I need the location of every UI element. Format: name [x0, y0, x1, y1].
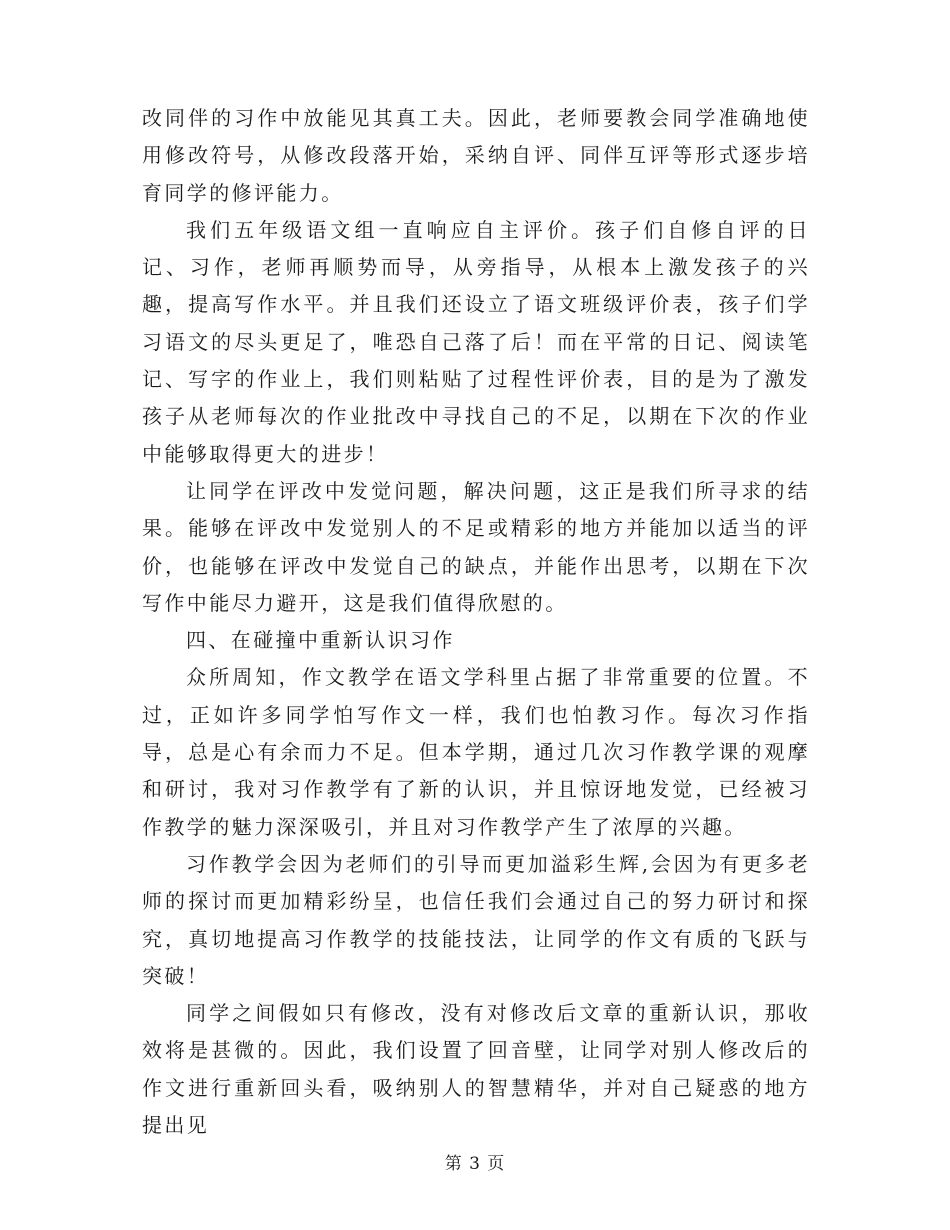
paragraph-3: 让同学在评改中发觉问题，解决问题，这正是我们所寻求的结果。能够在评改中发觉别人的不足或精彩的地方并能加以适当的评价，也能够在评改中发觉自己的缺点，并能作出思考，以期在下次写作中能尽力避开，这是我们值得欣慰的。 — [142, 478, 810, 615]
paragraph-6: 习作教学会因为老师们的引导而更加溢彩生辉,会因为有更多老师的探讨而更加精彩纷呈，也信任我们会通过自己的努力研讨和探究，真切地提高习作教学的技能技法，让同学的作文有质的飞跃与突破！ — [142, 851, 810, 988]
paragraph-7: 同学之间假如只有修改，没有对修改后文章的重新认识，那收效将是甚微的。因此，我们设置了回音壁，让同学对别人修改后的作文进行重新回头看，吸纳别人的智慧精华，并对自己疑惑的地方提出见 — [142, 1001, 810, 1138]
paragraph-2: 我们五年级语文组一直响应自主评价。孩子们自修自评的日记、习作，老师再顺势而导，从旁指导，从根本上激发孩子的兴趣，提高写作水平。并且我们还设立了语文班级评价表，孩子们学习语文的尽头更足了，唯恐自己落了后！而在平常的日记、阅读笔记、写字的作业上，我们则粘贴了过程性评价表，目的是为了激发孩子从老师每次的作业批改中寻找自己的不足，以期在下次的作业中能够取得更大的进步！ — [142, 217, 810, 466]
paragraph-5: 众所周知，作文教学在语文学科里占据了非常重要的位置。不过，正如许多同学怕写作文一样，我们也怕教习作。每次习作指导，总是心有余而力不足。但本学期，通过几次习作教学课的观摩和研讨，我对习作教学有了新的认识，并且惊讶地发觉，已经被习作教学的魅力深深吸引，并且对习作教学产生了浓厚的兴趣。 — [142, 665, 810, 839]
paragraph-1: 改同伴的习作中放能见其真工夫。因此，老师要教会同学准确地使用修改符号，从修改段落开始，采纳自评、同伴互评等形式逐步培育同学的修评能力。 — [142, 106, 810, 205]
document-body — [142, 100, 810, 1144]
section-heading-4: 四、在碰撞中重新认识习作 — [186, 628, 455, 653]
page-number: 第 3 页 — [444, 1154, 506, 1174]
